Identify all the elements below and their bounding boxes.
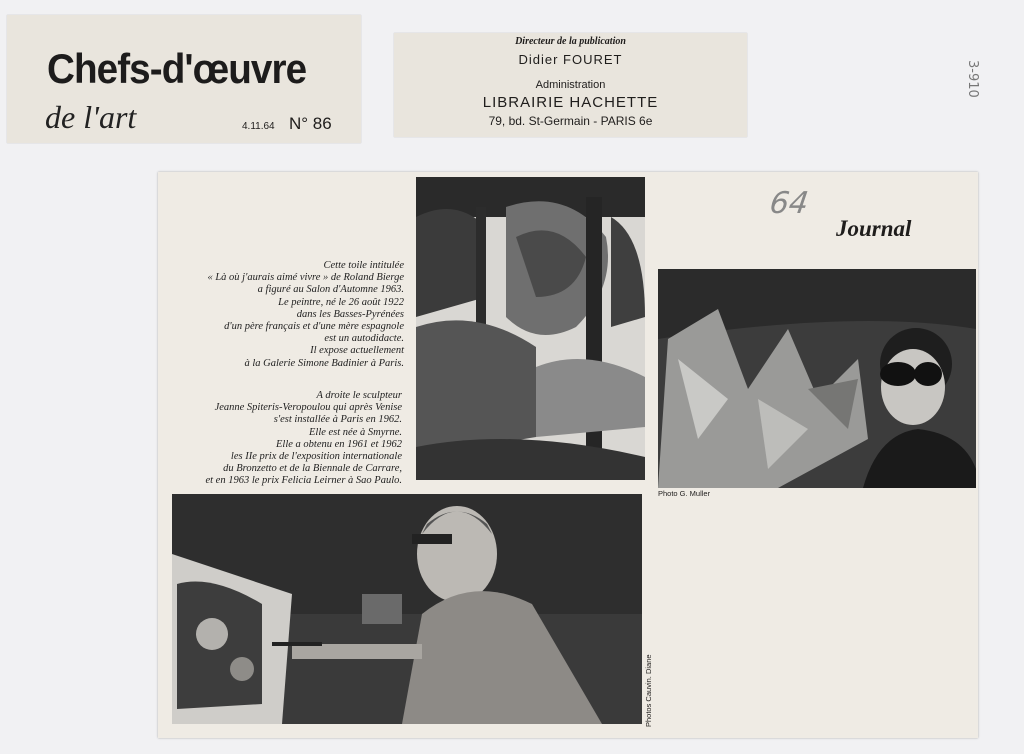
caption-line: à la Galerie Simone Badinier à Paris.	[244, 357, 404, 369]
issue-date: 4.11.64	[242, 121, 275, 132]
masthead-clipping	[7, 15, 361, 143]
caption-line: les IIe prix de l'exposition internationale	[230, 451, 402, 463]
handwritten-page-number: 64	[767, 186, 811, 221]
caption-line: est un autodidacte.	[324, 333, 404, 345]
caption-line: du Bronzetto et de la Biennale de Carrare,	[223, 463, 402, 475]
caption-line: dans les Basses-Pyrénées	[296, 308, 404, 320]
caption-line: d'un père français et d'une mère espagnole	[224, 321, 404, 333]
caption-sculptor	[166, 390, 402, 488]
caption-line: s'est installée à Paris en 1962.	[273, 414, 402, 426]
caption-line: a figuré au Salon d'Automne 1963.	[257, 284, 404, 296]
sculptor-photo	[658, 269, 976, 488]
photo-credit-vertical: Photos Cauvin. Diane	[644, 654, 653, 727]
painting-photo	[416, 177, 645, 480]
caption-painting	[166, 260, 404, 370]
archive-note: 3-910	[965, 60, 980, 98]
caption-line: Jeanne Spiteris-Veropoulou qui après Venise	[214, 402, 402, 414]
photo-credit: Photo G. Muller	[658, 489, 711, 498]
library-name: LIBRAIRIE HACHETTE	[482, 94, 659, 111]
journal-article	[158, 172, 978, 738]
caption-line: A droite le sculpteur	[316, 390, 402, 401]
caption-line: « Là où j'aurais aimé vivre » de Roland Bierge	[207, 272, 404, 284]
caption-line: Il expose actuellement	[310, 345, 404, 357]
caption-line: Elle est née à Smyrne.	[308, 426, 402, 438]
director-label: Directeur de la publication	[515, 36, 626, 47]
magazine-title: Chefs-d'œuvre	[47, 45, 307, 92]
admin-label: Administration	[535, 79, 606, 91]
library-address: 79, bd. St-Germain - PARIS 6e	[488, 114, 653, 128]
caption-line: Cette toile intitulée	[323, 260, 404, 271]
caption-line: et en 1963 le prix Felicia Leirner à Sao Paulo.	[205, 475, 402, 487]
publisher-clipping	[394, 33, 747, 137]
painter-photo	[172, 494, 642, 724]
director-name: Didier FOURET	[518, 52, 623, 67]
caption-line: Elle a obtenu en 1961 et 1962	[276, 438, 402, 450]
magazine-subtitle: de l'art	[45, 99, 137, 135]
caption-line: Le peintre, né le 26 août 1922	[278, 296, 404, 308]
issue-number: N° 86	[289, 114, 332, 133]
section-heading: Journal	[836, 216, 912, 241]
